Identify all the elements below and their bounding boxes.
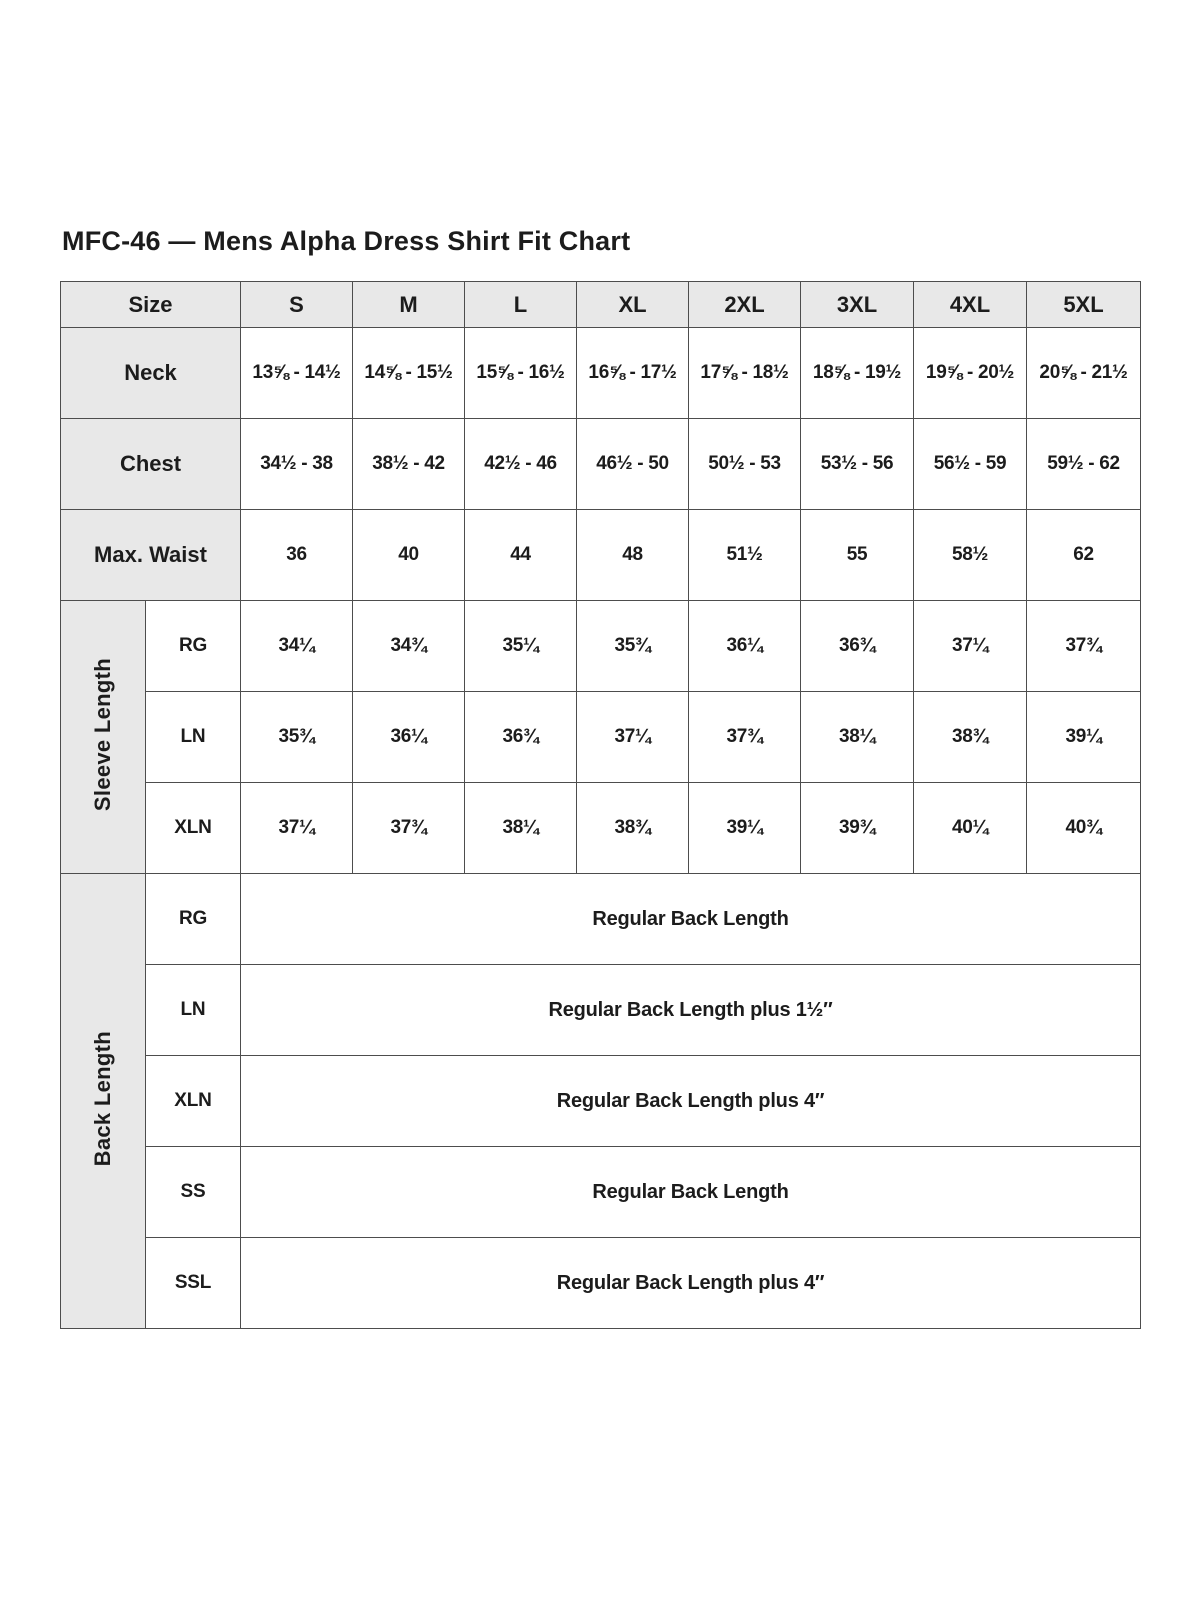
data-cell: 35¼ bbox=[465, 601, 577, 692]
data-cell: 59½ - 62 bbox=[1027, 419, 1141, 510]
size-header-m: M bbox=[353, 282, 465, 328]
data-cell: 39¼ bbox=[1027, 692, 1141, 783]
data-cell: 35¾ bbox=[241, 692, 353, 783]
data-cell: 36¾ bbox=[801, 601, 914, 692]
data-cell: 38¾ bbox=[914, 692, 1027, 783]
back-xln-row bbox=[61, 1056, 1141, 1147]
data-cell: 34½ - 38 bbox=[241, 419, 353, 510]
data-cell: 19⅝ - 20½ bbox=[914, 328, 1027, 419]
sleeve-rg-label: RG bbox=[146, 601, 241, 692]
max-waist-row-label: Max. Waist bbox=[61, 510, 241, 601]
sleeve-ln-row bbox=[61, 692, 1141, 783]
data-cell: 55 bbox=[801, 510, 914, 601]
data-cell: 39¼ bbox=[689, 783, 801, 874]
data-cell: 53½ - 56 bbox=[801, 419, 914, 510]
size-header-4xl: 4XL bbox=[914, 282, 1027, 328]
data-cell: 40 bbox=[353, 510, 465, 601]
back-ss-row bbox=[61, 1147, 1141, 1238]
data-cell: 36¼ bbox=[353, 692, 465, 783]
data-cell: 56½ - 59 bbox=[914, 419, 1027, 510]
sleeve-length-group-text: Sleeve Length bbox=[90, 657, 115, 812]
back-length-group-label bbox=[61, 874, 146, 1329]
back-ss-value: Regular Back Length bbox=[241, 1147, 1141, 1238]
sleeve-ln-label: LN bbox=[146, 692, 241, 783]
sleeve-length-group-label bbox=[61, 601, 146, 874]
back-ssl-value: Regular Back Length plus 4″ bbox=[241, 1238, 1141, 1329]
sleeve-xln-label: XLN bbox=[146, 783, 241, 874]
data-cell: 37¼ bbox=[241, 783, 353, 874]
back-xln-label: XLN bbox=[146, 1056, 241, 1147]
size-header-xl: XL bbox=[577, 282, 689, 328]
back-rg-value: Regular Back Length bbox=[241, 874, 1141, 965]
neck-row-label: Neck bbox=[61, 328, 241, 419]
neck-row bbox=[61, 328, 1141, 419]
fit-chart-table bbox=[60, 281, 1141, 1329]
back-ln-row bbox=[61, 965, 1141, 1056]
size-header-3xl: 3XL bbox=[801, 282, 914, 328]
data-cell: 34¾ bbox=[353, 601, 465, 692]
data-cell: 37¾ bbox=[1027, 601, 1141, 692]
data-cell: 39¾ bbox=[801, 783, 914, 874]
data-cell: 46½ - 50 bbox=[577, 419, 689, 510]
data-cell: 34¼ bbox=[241, 601, 353, 692]
size-header-l: L bbox=[465, 282, 577, 328]
data-cell: 13⅝ - 14½ bbox=[241, 328, 353, 419]
data-cell: 58½ bbox=[914, 510, 1027, 601]
data-cell: 15⅝ - 16½ bbox=[465, 328, 577, 419]
size-header-2xl: 2XL bbox=[689, 282, 801, 328]
back-length-group-text: Back Length bbox=[90, 1030, 115, 1167]
data-cell: 37¼ bbox=[914, 601, 1027, 692]
chest-row-label: Chest bbox=[61, 419, 241, 510]
back-ln-value: Regular Back Length plus 1½″ bbox=[241, 965, 1141, 1056]
back-ln-label: LN bbox=[146, 965, 241, 1056]
back-ss-label: SS bbox=[146, 1147, 241, 1238]
data-cell: 37¼ bbox=[577, 692, 689, 783]
chest-row bbox=[61, 419, 1141, 510]
data-cell: 36¾ bbox=[465, 692, 577, 783]
data-cell: 17⅝ - 18½ bbox=[689, 328, 801, 419]
data-cell: 38¼ bbox=[801, 692, 914, 783]
data-cell: 62 bbox=[1027, 510, 1141, 601]
back-xln-value: Regular Back Length plus 4″ bbox=[241, 1056, 1141, 1147]
data-cell: 40¾ bbox=[1027, 783, 1141, 874]
data-cell: 42½ - 46 bbox=[465, 419, 577, 510]
data-cell: 36¼ bbox=[689, 601, 801, 692]
sleeve-xln-row bbox=[61, 783, 1141, 874]
data-cell: 40¼ bbox=[914, 783, 1027, 874]
size-corner-header: Size bbox=[61, 282, 241, 328]
size-header-5xl: 5XL bbox=[1027, 282, 1141, 328]
data-cell: 35¾ bbox=[577, 601, 689, 692]
data-cell: 48 bbox=[577, 510, 689, 601]
header-row bbox=[61, 282, 1141, 328]
page-title: MFC-46 — Mens Alpha Dress Shirt Fit Chart bbox=[62, 226, 631, 256]
data-cell: 14⅝ - 15½ bbox=[353, 328, 465, 419]
size-header-s: S bbox=[241, 282, 353, 328]
data-cell: 38¼ bbox=[465, 783, 577, 874]
back-ssl-row bbox=[61, 1238, 1141, 1329]
data-cell: 18⅝ - 19½ bbox=[801, 328, 914, 419]
sleeve-rg-row bbox=[61, 601, 1141, 692]
data-cell: 44 bbox=[465, 510, 577, 601]
data-cell: 38½ - 42 bbox=[353, 419, 465, 510]
data-cell: 20⅝ - 21½ bbox=[1027, 328, 1141, 419]
max-waist-row bbox=[61, 510, 1141, 601]
back-rg-row bbox=[61, 874, 1141, 965]
back-ssl-label: SSL bbox=[146, 1238, 241, 1329]
data-cell: 36 bbox=[241, 510, 353, 601]
data-cell: 38¾ bbox=[577, 783, 689, 874]
data-cell: 37¾ bbox=[353, 783, 465, 874]
data-cell: 16⅝ - 17½ bbox=[577, 328, 689, 419]
data-cell: 51½ bbox=[689, 510, 801, 601]
back-rg-label: RG bbox=[146, 874, 241, 965]
data-cell: 50½ - 53 bbox=[689, 419, 801, 510]
data-cell: 37¾ bbox=[689, 692, 801, 783]
